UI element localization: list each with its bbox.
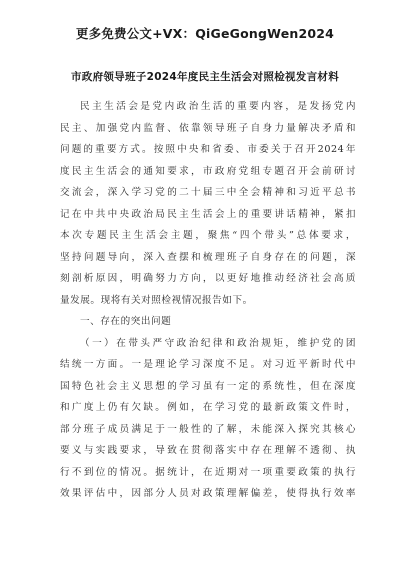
document-title: 市政府领导班子2024年度民主生活会对照检视发言材料: [70, 71, 340, 83]
header-note: 更多免费公文+VX：QiGeGongWen2024: [75, 26, 335, 41]
paragraph-line: 问题的重要方式。按照中央和省委、市委关于召开2024年: [60, 144, 356, 155]
paragraph-line: 量发展。现将有关对照检视情况报告如下。: [60, 294, 253, 306]
paragraph-line: 坚持问题导向，深入查摆和梳理班子自身存在的问题，深: [60, 251, 356, 263]
paragraph-line: 民主、加强党内监督、依靠领导班子自身力量解决矛盾和: [60, 122, 356, 134]
paragraph-line: 民主生活会是党内政治生活的重要内容，是发扬党内: [80, 101, 356, 112]
paragraph-line: 部分班子成员满足于一般性的了解，未能深入探究其核心: [60, 423, 356, 435]
paragraph-line: 刻剖析原因，明确努力方向，以更好地推动经济社会高质: [60, 273, 356, 284]
paragraph-line: （一）在带头严守政治纪律和政治规矩，维护党的团: [80, 337, 356, 349]
paragraph-line: 度民主生活会的通知要求，市政府党组专题召开会前研讨: [60, 165, 356, 177]
section-heading: 一、存在的突出问题: [80, 316, 172, 327]
paragraph-line: 国特色社会主义思想的学习虽有一定的系统性，但在深度: [60, 380, 356, 392]
paragraph-line: 要义与实践要求，导致在贯彻落实中存在理解不透彻、执: [60, 445, 356, 456]
document-body: [60, 96, 356, 505]
paragraph-line: 行不到位的情况。据统计，在近期对一项重要政策的执行: [60, 466, 356, 478]
paragraph-line: 效果评估中，因部分人员对政策理解偏差，使得执行效率: [60, 488, 356, 499]
paragraph-line: 交流会，深入学习党的二十届三中全会精神和习近平总书: [60, 187, 356, 198]
paragraph-line: 结统一方面。一是理论学习深度不足。对习近平新时代中: [60, 359, 356, 370]
paragraph-line: 记在中共中央政治局民主生活会上的重要讲话精神，紧扣: [60, 208, 356, 220]
paragraph-line: 和广度上仍有欠缺。例如，在学习党的最新政策文件时，: [60, 402, 356, 413]
paragraph-line: 本次专题民主生活会主题，聚焦“四个带头”总体要求，: [60, 230, 356, 241]
